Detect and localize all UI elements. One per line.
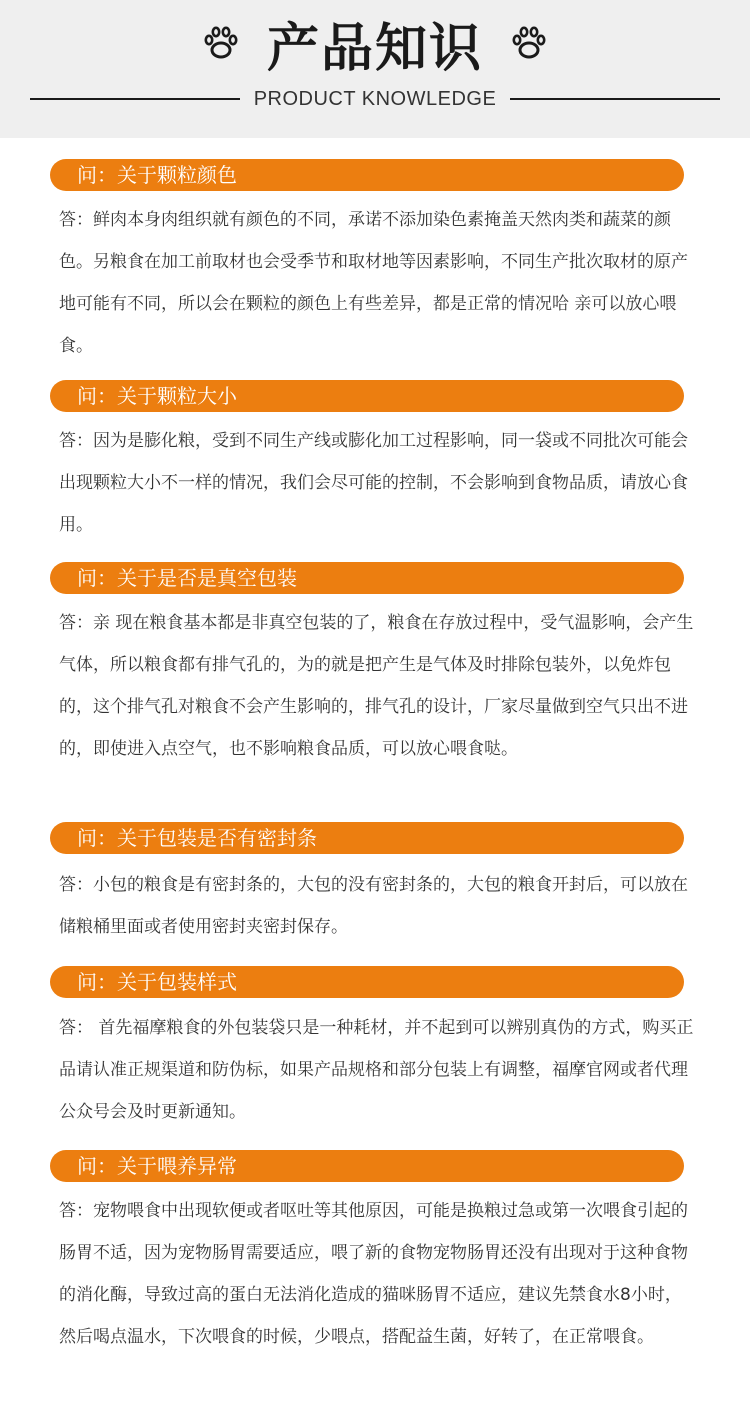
page-title: 产品知识 (266, 18, 483, 79)
question-bar: 问：关于包装是否有密封条 (50, 822, 684, 854)
answer-text: 答：因为是膨化粮，受到不同生产线或膨化加工过程影响，同一袋或不同批次可能会出现颗粒大小不一样的情况，我们会尽可能的控制，不会影响到食物品质，请放心食用。 (59, 431, 688, 535)
answer-text: 答：宠物喂食中出现软便或者呕吐等其他原因，可能是换粮过急或第一次喂食引起的肠胃不适，因为宠物肠胃需要适应，喂了新的食物宠物肠胃还没有出现对于这种食物的消化酶，导致过高的蛋白无法消化造成的猫咪肠胃不适应，建议先禁食水8小时，然后喝点温水，下次喂食的时候，少喂点，搭配益生菌，好转了，在正常喂食。 (59, 1201, 688, 1347)
header (0, 0, 750, 138)
paw-icon (509, 23, 549, 63)
answer-text: 答：小包的粮食是有密封条的，大包的没有密封条的，大包的粮食开封后，可以放在储粮桶里面或者使用密封夹密封保存。 (59, 875, 688, 937)
question-bar: 问：关于颗粒大小 (50, 380, 684, 412)
paw-icon (201, 23, 241, 63)
question-bar: 问：关于是否是真空包装 (50, 562, 684, 594)
question-bar: 问：关于颗粒颜色 (50, 159, 684, 191)
divider-left (30, 98, 240, 100)
answer-text: 答：亲 现在粮食基本都是非真空包装的了，粮食在存放过程中，受气温影响，会产生气体，所以粮食都有排气孔的，为的就是把产生是气体及时排除包装外，以免炸包的，这个排气孔对粮食不会产生影响的，排气孔的设计，厂家尽量做到空气只出不进的，即使进入点空气，也不影响粮食品质，可以放心喂食哒。 (59, 613, 694, 759)
answer-text: 答： 首先福摩粮食的外包装袋只是一种耗材，并不起到可以辨别真伪的方式，购买正品请认准正规渠道和防伪标，如果产品规格和部分包装上有调整，福摩官网或者代理公众号会及时更新通知。 (59, 1018, 694, 1122)
subtitle-row (0, 82, 750, 116)
question-bar: 问：关于喂养异常 (50, 1150, 684, 1182)
divider-right (510, 98, 720, 100)
page-subtitle: PRODUCT KNOWLEDGE (253, 87, 497, 110)
question-bar: 问：关于包装样式 (50, 966, 684, 998)
answer-text: 答：鲜肉本身肉组织就有颜色的不同，承诺不添加染色素掩盖天然肉类和蔬菜的颜色。另粮食在加工前取材也会受季节和取材地等因素影响，不同生产批次取材的原产地可能有不同，所以会在颗粒的颜色上有些差异，都是正常的情况哈 亲可以放心喂食。 (59, 210, 688, 356)
title-row (0, 8, 750, 78)
